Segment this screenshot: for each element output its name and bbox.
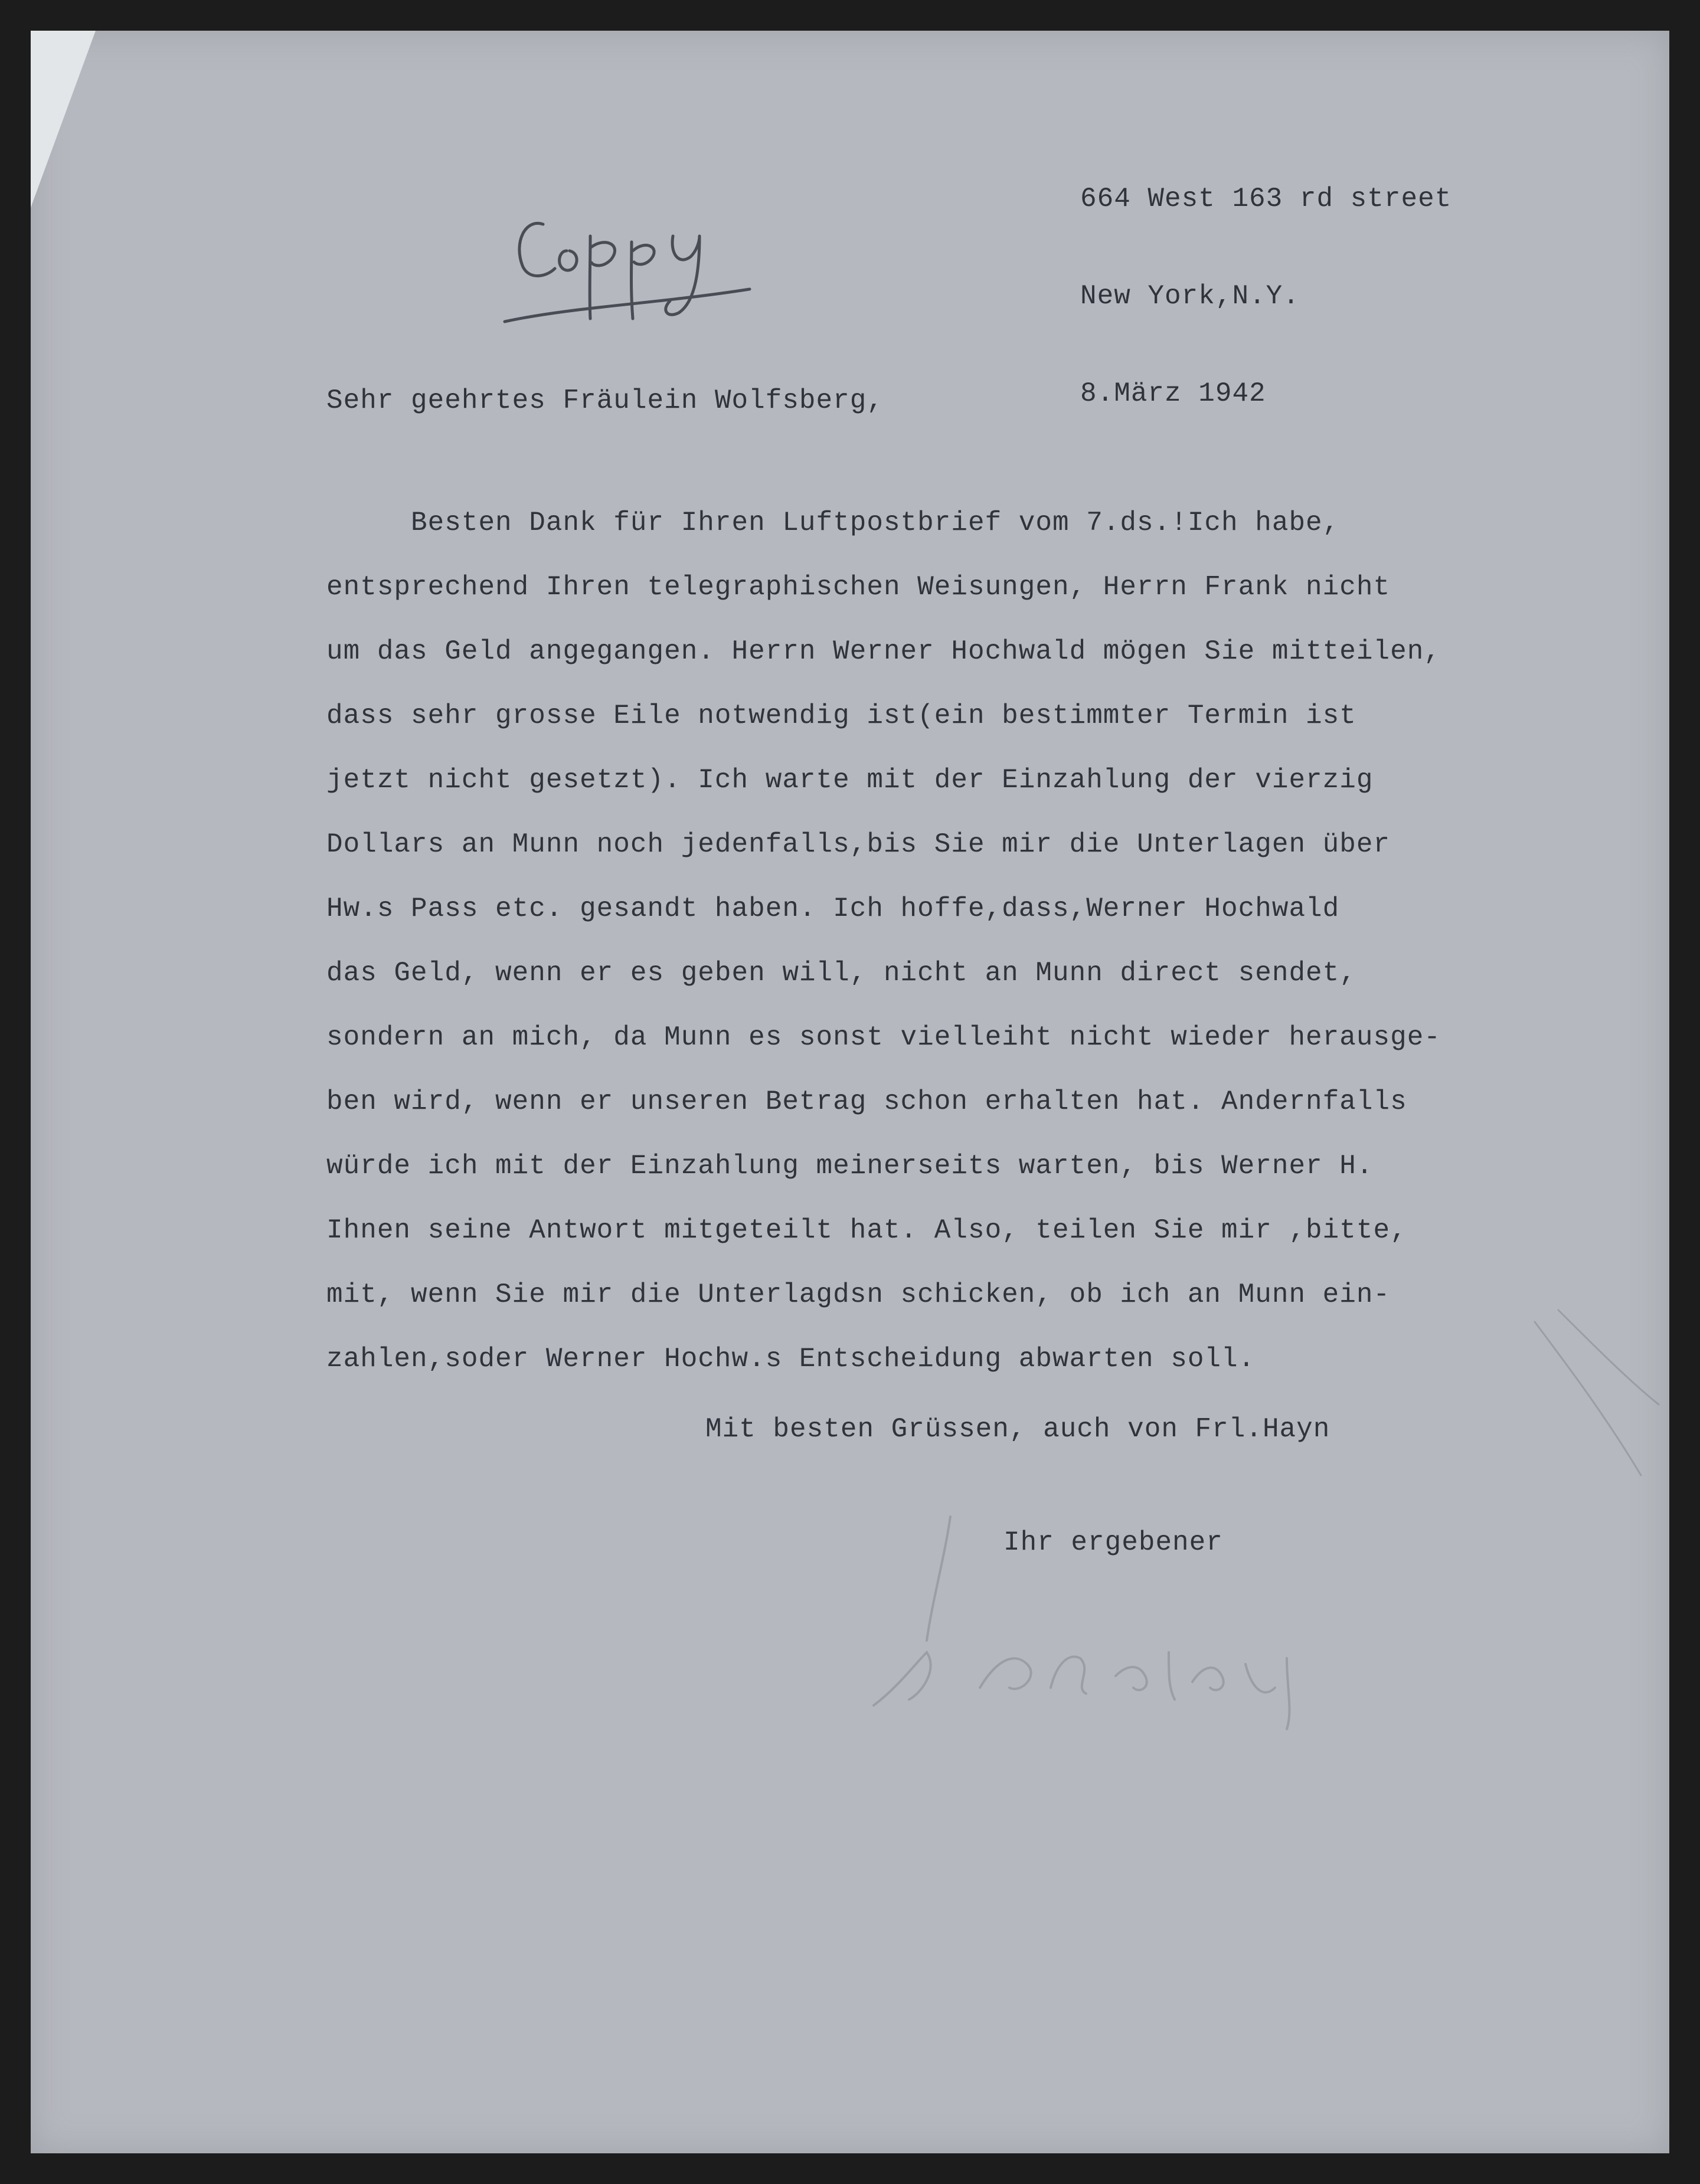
body-line: zahlen,soder Werner Hochw.s Entscheidung abwarten soll. xyxy=(326,1344,1256,1374)
body-line: um das Geld angegangen. Herrn Werner Hochwald mögen Sie mitteilen, xyxy=(326,636,1441,667)
body-line: jetzt nicht gesetzt). Ich warte mit der Einzahlung der vierzig xyxy=(326,765,1374,795)
address-street: 664 West 163 rd street xyxy=(1080,184,1452,214)
body-line: Ihnen seine Antwort mitgeteilt hat. Also, teilen Sie mir ,bitte, xyxy=(326,1215,1407,1246)
paper-corner-fold xyxy=(31,31,96,208)
body-line: sondern an mich, da Munn es sonst vielleiht nicht wieder herausge- xyxy=(326,1022,1441,1053)
body-line: Besten Dank für Ihren Luftpostbrief vom 7.ds.!Ich habe, xyxy=(326,507,1340,538)
body-line: Hw.s Pass etc. gesandt haben. Ich hoffe,dass,Werner Hochwald xyxy=(326,893,1340,924)
body-line: ben wird, wenn er unseren Betrag schon erhalten hat. Andernfalls xyxy=(326,1086,1407,1117)
body-line: würde ich mit der Einzahlung meinerseits warten, bis Werner H. xyxy=(326,1151,1374,1181)
body-line: entsprechend Ihren telegraphischen Weisungen, Herrn Frank nicht xyxy=(326,572,1391,603)
closing-greeting: Mit besten Grüssen, auch von Frl.Hayn xyxy=(705,1414,1330,1445)
body-line: mit, wenn Sie mir die Unterlagdsn schicken, ob ich an Munn ein- xyxy=(326,1279,1391,1310)
letter-date: 8.März 1942 xyxy=(1080,378,1266,409)
sender-address-block xyxy=(1080,118,1451,443)
handwritten-copy-annotation xyxy=(502,201,761,336)
body-line: dass sehr grosse Eile notwendig ist(ein bestimmter Termin ist xyxy=(326,700,1356,731)
regards-line: Ihr ergebener xyxy=(1003,1527,1223,1558)
salutation: Sehr geehrtes Fräulein Wolfsberg, xyxy=(326,385,884,416)
address-city: New York,N.Y. xyxy=(1080,281,1300,312)
pencil-margin-mark xyxy=(1523,1298,1665,1487)
body-line: Dollars an Munn noch jedenfalls,bis Sie mir die Unterlagen über xyxy=(326,829,1391,860)
body-line: das Geld, wenn er es geben will, nicht an Munn direct sendet, xyxy=(326,958,1356,988)
pencil-signature xyxy=(862,1511,1393,1735)
